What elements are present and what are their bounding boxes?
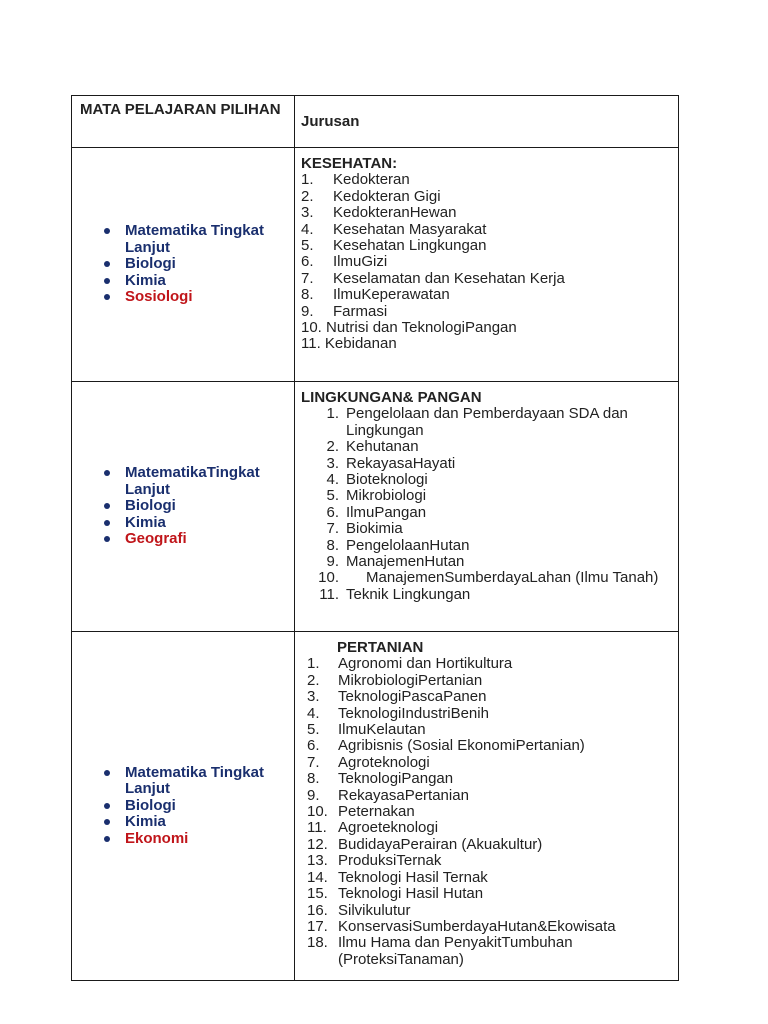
list-item: Kimia — [102, 515, 294, 531]
list-item: 1. Pengelolaan dan Pemberdayaan SDA dan Lingkungan — [326, 405, 628, 439]
section-title: KESEHATAN: — [301, 155, 398, 172]
list-item: 3. KedokteranHewan — [301, 204, 457, 222]
list-item: 17. KonservasiSumberdayaHutan&Ekowisata — [307, 917, 616, 935]
majors-cell — [295, 148, 679, 382]
list-item: 11. Teknik Lingkungan — [319, 585, 471, 603]
list-item: MatematikaTingkat Lanjut — [102, 465, 294, 498]
list-item: Kimia — [102, 814, 294, 830]
list-item: 10. Nutrisi dan TeknologiPangan — [301, 319, 517, 337]
major-list — [301, 172, 678, 352]
bullet-icon — [104, 278, 110, 284]
header-jurusan: Jurusan — [295, 96, 679, 148]
bullet-icon — [104, 520, 110, 526]
list-item: 8. IlmuKeperawatan — [301, 286, 450, 304]
list-item: 14. Teknologi Hasil Ternak — [307, 868, 488, 886]
table-row — [72, 632, 679, 981]
list-item: 9. ManajemenHutan — [326, 553, 465, 571]
list-item: 5. Kesehatan Lingkungan — [301, 237, 487, 255]
list-item: 10. Peternakan — [307, 803, 415, 821]
list-item: 3. TeknologiPascaPanen — [307, 688, 487, 706]
table-row — [72, 382, 679, 632]
list-item: 9. RekayasaPertanian — [307, 786, 469, 804]
list-item: 16. Silvikulutur — [307, 901, 411, 919]
list-item: Matematika Tingkat Lanjut — [102, 223, 294, 256]
list-item: Kimia — [102, 273, 294, 289]
list-item: 13. ProduksiTernak — [307, 852, 442, 870]
bullet-icon — [104, 770, 110, 776]
list-item: 18. Ilmu Hama dan PenyakitTumbuhan (ProteksiTanaman) — [307, 934, 573, 968]
major-list — [301, 656, 678, 968]
subject-list — [72, 223, 294, 305]
list-item: 7. Biokimia — [326, 520, 403, 538]
list-item: 6. IlmuGizi — [301, 253, 388, 271]
subject-major-table — [71, 95, 679, 981]
list-item: 1. Agronomi dan Hortikultura — [307, 655, 513, 673]
list-item: 5. Mikrobiologi — [326, 487, 427, 505]
list-item: 5. IlmuKelautan — [307, 721, 426, 739]
bullet-icon — [104, 503, 110, 509]
list-item: Sosiologi — [102, 289, 294, 305]
list-item: Geografi — [102, 531, 294, 547]
list-item: 10. ManajemenSumberdayaLahan (Ilmu Tanah) — [318, 569, 659, 587]
list-item: 11. Kebidanan — [301, 335, 397, 353]
list-item: 15. Teknologi Hasil Hutan — [307, 885, 484, 903]
section-title: PERTANIAN — [337, 639, 424, 656]
list-item: 2. Kehutanan — [326, 438, 419, 456]
list-item: Matematika Tingkat Lanjut — [102, 765, 294, 798]
header-mata-pelajaran: MATA PELAJARAN PILIHAN — [72, 96, 295, 148]
bullet-icon — [104, 836, 110, 842]
subjects-cell — [72, 632, 295, 981]
majors-cell — [295, 632, 679, 981]
list-item: Biologi — [102, 798, 294, 814]
list-item: 2. MikrobiologiPertanian — [307, 671, 483, 689]
list-item: 2. Kedokteran Gigi — [301, 187, 441, 205]
bullet-icon — [104, 819, 110, 825]
major-list — [301, 406, 678, 603]
subject-list — [72, 765, 294, 847]
list-item: 8. TeknologiPangan — [307, 770, 454, 788]
list-item: 3. RekayasaHayati — [326, 454, 456, 472]
list-item: 4. Bioteknologi — [326, 471, 428, 489]
table-row — [72, 148, 679, 382]
majors-cell — [295, 382, 679, 632]
list-item: 4. TeknologiIndustriBenih — [307, 704, 489, 722]
list-item: 9. Farmasi — [301, 302, 388, 320]
list-item: 4. Kesehatan Masyarakat — [301, 220, 487, 238]
bullet-icon — [104, 470, 110, 476]
list-item: 12. BudidayaPerairan (Akuakultur) — [307, 835, 543, 853]
list-item: 7. Keselamatan dan Kesehatan Kerja — [301, 269, 565, 287]
list-item: 6. IlmuPangan — [326, 503, 427, 521]
list-item: Biologi — [102, 498, 294, 514]
section-title: LINGKUNGAN& PANGAN — [301, 389, 482, 406]
list-item: 6. Agribisnis (Sosial EkonomiPertanian) — [307, 737, 585, 755]
subject-list — [72, 465, 294, 547]
bullet-icon — [104, 803, 110, 809]
subjects-cell — [72, 148, 295, 382]
table-header-row — [72, 96, 679, 148]
list-item: 8. PengelolaanHutan — [326, 536, 470, 554]
list-item: 11. Agroeteknologi — [307, 819, 439, 837]
list-item: 1. Kedokteran — [301, 171, 410, 189]
list-item: Biologi — [102, 256, 294, 272]
list-item: Ekonomi — [102, 831, 294, 847]
bullet-icon — [104, 261, 110, 267]
list-item: 7. Agroteknologi — [307, 753, 430, 771]
subjects-cell — [72, 382, 295, 632]
bullet-icon — [104, 228, 110, 234]
bullet-icon — [104, 294, 110, 300]
bullet-icon — [104, 536, 110, 542]
